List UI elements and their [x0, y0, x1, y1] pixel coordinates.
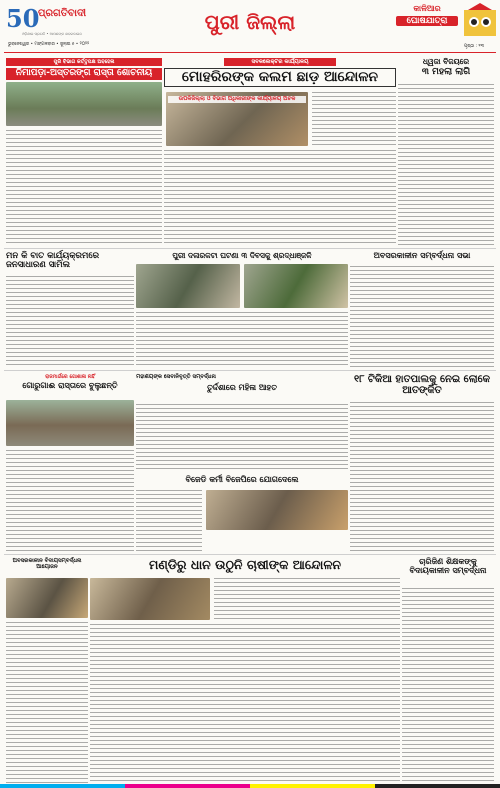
story-tribute: [136, 252, 348, 368]
mid-center-headline: ପୁରୀ ଦଳାରକଟା ଘଟଣା ୩ ଦିବସକୁ ଶ୍ରଦ୍ଧାଞ୍ଜଳି: [172, 251, 312, 260]
jagannath-emblem: [462, 2, 498, 38]
cow-body: [6, 450, 134, 552]
women-headline: ତୁର୍ଦ୍ଦଶାରେ ମହିଳା ଆହତ: [207, 383, 277, 393]
cow-headline: ଗୋରୁଗାଈ ରାସ୍ତାରେ ବୁଲୁଛନ୍ତି: [22, 381, 118, 390]
story-moharir-protest: [164, 58, 396, 246]
masthead-rule: [4, 52, 496, 53]
tribute-photo-2: [244, 264, 348, 308]
small-headline: ମହାଶୟଙ୍କ ସେବାନିବୃତ୍ତି ସମ୍ବର୍ଦ୍ଧନା: [136, 374, 216, 380]
mid-left-body: [6, 276, 134, 368]
bjd-photo: [206, 490, 348, 530]
main-body-right: [312, 92, 396, 146]
retirement-photo: [6, 578, 88, 618]
story-body: [6, 130, 162, 246]
farmers-headline: ମଣ୍ଡିରୁ ଧାନ ଉଠୁନି ଚାଷୀଙ୍କ ଆନ୍ଦୋଳନ: [148, 557, 341, 572]
right-headline: ୩ ମହଲା ଲାଗି: [421, 67, 471, 78]
main-headline: ମୋହରିରଙ୍କ କଲମ ଛାଡ଼ ଆନ୍ଦୋଳନ: [164, 68, 396, 87]
retire-body: [6, 622, 88, 784]
right-body: [398, 84, 494, 246]
story-retirement-meeting: [350, 252, 494, 368]
color-registration-bar: [0, 784, 500, 788]
festival-line-1: କାଳିଆର: [413, 4, 441, 13]
farmers-photo: [90, 578, 210, 620]
road-photo: [6, 82, 162, 126]
story-kicker: ପୁରି ବିଭାଗ କର୍ତ୍ତୃପକ୍ଷ ଅବହେଳା: [6, 58, 162, 66]
story-mann-ki-baat: [6, 252, 134, 368]
story-dhwaja: [398, 58, 494, 246]
cow-kicker: ରାଜମାର୍ଗରେ ଗୋଶାଳା ନାହିଁ: [45, 374, 95, 380]
story-hospital: [350, 374, 494, 552]
brand-name: ପ୍ରଗତିବାଦୀ: [38, 8, 87, 19]
anniversary-number: 50: [6, 4, 40, 33]
mid-left-headline: ମନ କି ବାତ କାର୍ଯ୍ୟକ୍ରମରେ ଜନସାଧାରଣ ସାମିଲ: [6, 251, 100, 271]
rule-1: [4, 248, 496, 249]
story-headline: ନିମାପଡ଼ା-ଅସ୍ତରଙ୍ଗ ରାସ୍ତା ଶୋଚନୀୟ: [6, 68, 162, 80]
main-inset: ଉପକିଜିଲ୍ଲା ଓ ବିଭାଗ ଅଧିକାରୀଙ୍କ କାର୍ଯ୍ୟାଳୟ ଅଚଳ: [168, 96, 306, 103]
women-body: [136, 404, 348, 470]
cattle-photo: [6, 400, 134, 446]
teachers-headline: ଚାରିଜିଣ ଶିକ୍ଷକଙ୍କୁ ବିଦାୟକାଳୀନ ସମ୍ବର୍ଦ୍ଧନା: [409, 557, 487, 575]
rule-2: [4, 370, 496, 371]
story-center-column: [136, 374, 348, 552]
festival-line-2: ଘୋଷଯାତ୍ରା: [396, 16, 458, 26]
bjd-headline: ବିଜେଡି କର୍ମୀ ବିଜେପିରେ ଯୋଗଦେଲେ: [185, 475, 299, 484]
festival-box: [396, 4, 458, 44]
story-retirement: [6, 558, 88, 784]
mid-right-body: [350, 266, 494, 368]
right-kicker: ଧ୍ୱଜା ବିଜୟରେ: [422, 57, 470, 66]
page-number: ପୃଷ୍ଠା : ୧୩: [464, 44, 485, 49]
anniversary-logo: [6, 4, 40, 33]
main-body: [164, 150, 396, 246]
story-road-condition: [6, 58, 162, 246]
hospital-headline: ୧୮ ଟିକିଆ ହାତପାଲକୁ ନେଇ ଲୋକେ ଆତଙ୍କିତ: [354, 374, 490, 396]
tribute-photo: [136, 264, 240, 308]
hospital-body: [350, 402, 494, 552]
retire-kicker: ଅବସରକାଳୀନ ବିଦାୟସମ୍ବର୍ଦ୍ଧନା ଆୟୋଜନ: [12, 558, 82, 571]
story-farmers: [90, 558, 400, 784]
section-title: ପୁରୀ ଜିଲ୍ଲା: [204, 10, 296, 34]
mid-center-body: [136, 312, 348, 368]
bjd-body: [136, 490, 202, 552]
farmers-body: [90, 624, 400, 784]
rule-3: [4, 554, 496, 555]
brand-tagline: ଓଡ଼ିଶାର ପ୍ରଗତି • ଆପଣଙ୍କ ଖବରକାଗଜ: [22, 32, 82, 36]
farmers-body-right: [214, 578, 400, 622]
main-kicker: ସବକଲେକ୍ଟର କାର୍ଯ୍ୟାଳୟ: [224, 58, 336, 66]
story-teachers: [402, 558, 494, 784]
story-cattle: [6, 374, 134, 552]
teachers-body: [402, 588, 494, 784]
mid-right-headline: ଅବସରକାଳୀନ ସମ୍ବର୍ଦ୍ଧନା ସଭା: [373, 251, 471, 260]
masthead: [0, 0, 500, 54]
dateline: ଭୁବନେଶ୍ୱର • ମଙ୍ଗଳବାର • ଜୁଲାଇ ୫ • ୨୦୨୨: [8, 42, 90, 47]
